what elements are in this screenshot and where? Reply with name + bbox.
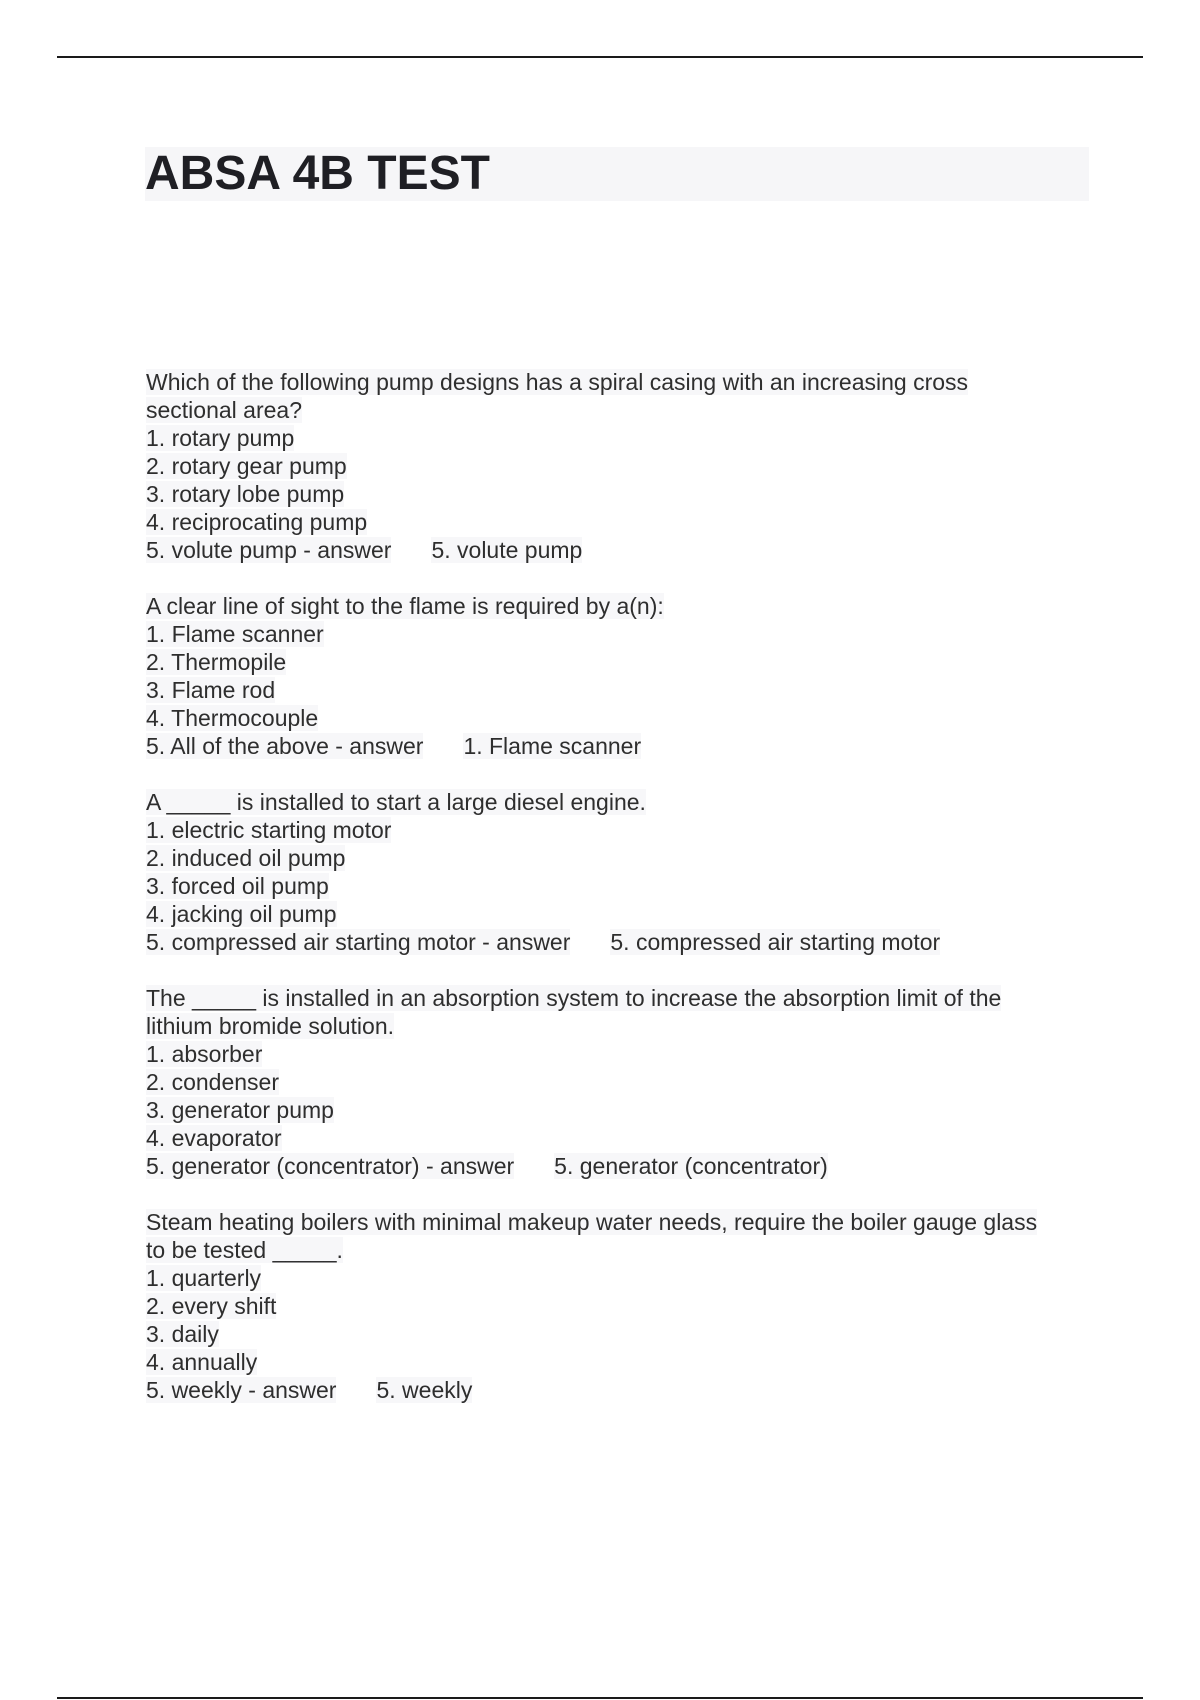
question-4 <box>146 984 1106 1180</box>
option-5-with-answer <box>146 928 1106 956</box>
question-5 <box>146 1208 1106 1404</box>
answer-text: 5. volute pump <box>431 537 583 563</box>
page-title: ABSA 4B TEST <box>145 147 490 200</box>
option-1: 1. Flame scanner <box>146 621 324 647</box>
option-1: 1. electric starting motor <box>146 817 392 843</box>
option-2: 2. rotary gear pump <box>146 453 347 479</box>
last-option: 5. weekly - answer <box>146 1377 337 1403</box>
option-3: 3. Flame rod <box>146 677 276 703</box>
option-5-with-answer <box>146 1152 1106 1180</box>
question-text-line: to be tested _____. <box>146 1237 343 1263</box>
last-option: 5. volute pump - answer <box>146 537 392 563</box>
option-5-with-answer <box>146 732 1106 760</box>
answer-text: 5. weekly <box>376 1377 473 1403</box>
option-1: 1. absorber <box>146 1041 263 1067</box>
option-3: 3. daily <box>146 1321 219 1347</box>
answer-text: 5. generator (concentrator) <box>554 1153 828 1179</box>
option-4: 4. reciprocating pump <box>146 509 368 535</box>
option-2: 2. induced oil pump <box>146 845 346 871</box>
option-1: 1. rotary pump <box>146 425 295 451</box>
option-2: 2. Thermopile <box>146 649 287 675</box>
question-text-line: lithium bromide solution. <box>146 1013 395 1039</box>
option-4: 4. Thermocouple <box>146 705 319 731</box>
last-option: 5. generator (concentrator) - answer <box>146 1153 515 1179</box>
question-1 <box>146 368 1106 564</box>
option-5-with-answer <box>146 536 1106 564</box>
question-text-line: A clear line of sight to the flame is required by a(n): <box>146 593 664 619</box>
option-3: 3. forced oil pump <box>146 873 329 899</box>
question-text-line: Which of the following pump designs has a spiral casing with an increasing cross <box>146 369 969 395</box>
question-3 <box>146 788 1106 956</box>
question-text-line: Steam heating boilers with minimal makeup water needs, require the boiler gauge glass <box>146 1209 1038 1235</box>
option-4: 4. annually <box>146 1349 258 1375</box>
top-rule <box>57 56 1143 58</box>
option-3: 3. rotary lobe pump <box>146 481 345 507</box>
option-4: 4. evaporator <box>146 1125 282 1151</box>
answer-text: 5. compressed air starting motor <box>610 929 941 955</box>
question-list <box>146 368 1106 1432</box>
last-option: 5. All of the above - answer <box>146 733 424 759</box>
question-text-line: sectional area? <box>146 397 302 423</box>
option-3: 3. generator pump <box>146 1097 334 1123</box>
option-2: 2. condenser <box>146 1069 279 1095</box>
option-1: 1. quarterly <box>146 1265 262 1291</box>
question-2 <box>146 592 1106 760</box>
answer-text: 1. Flame scanner <box>463 733 642 759</box>
bottom-rule <box>57 1697 1143 1699</box>
option-2: 2. every shift <box>146 1293 277 1319</box>
option-5-with-answer <box>146 1376 1106 1404</box>
question-text-line: The _____ is installed in an absorption system to increase the absorption limit of the <box>146 985 1002 1011</box>
question-text-line: A _____ is installed to start a large diesel engine. <box>146 789 646 815</box>
last-option: 5. compressed air starting motor - answer <box>146 929 571 955</box>
option-4: 4. jacking oil pump <box>146 901 337 927</box>
